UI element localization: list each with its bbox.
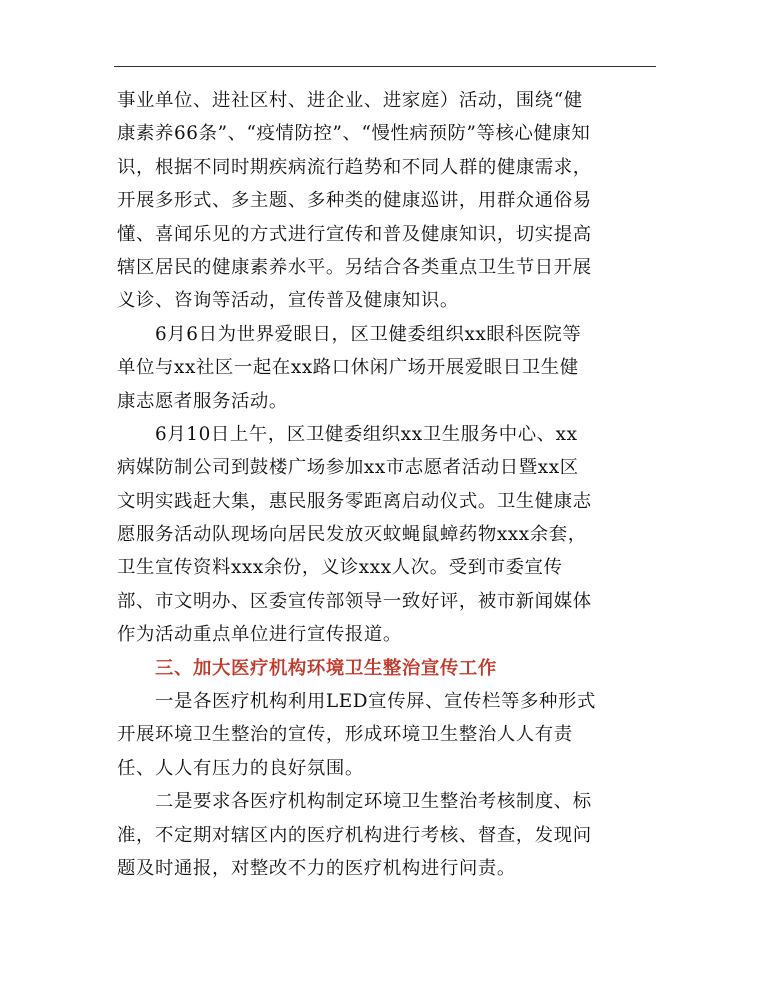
document-body — [117, 84, 657, 885]
text-line: 部、市文明办、区委宣传部领导一致好评，被市新闻媒体 — [117, 590, 592, 612]
paragraph-1 — [117, 84, 657, 318]
text-line: 懂、喜闻乐见的方式进行宣传和普及健康知识，切实提高 — [117, 223, 592, 245]
text-line: 义诊、咨询等活动，宣传普及健康知识。 — [117, 290, 459, 312]
paragraph-5 — [117, 785, 657, 885]
text-line: 康素养66条”、“疫情防控”、“慢性病预防”等核心健康知 — [117, 123, 591, 145]
text-line: 开展多形式、多主题、多种类的健康巡讲，用群众通俗易 — [117, 190, 592, 212]
text-line: 一是各医疗机构利用LED宣传屏、宣传栏等多种形式 — [155, 691, 596, 713]
text-line: 单位与xx社区一起在xx路口休闲广场开展爱眼日卫生健 — [117, 357, 579, 379]
section-heading: 三、加大医疗机构环境卫生整治宣传工作 — [155, 657, 497, 679]
text-line: 6月10日上午，区卫健委组织xx卫生服务中心、xx — [155, 423, 578, 445]
paragraph-4 — [117, 685, 657, 785]
text-line: 辖区居民的健康素养水平。另结合各类重点卫生节日开展 — [117, 256, 592, 278]
text-line: 任、人人有压力的良好氛围。 — [117, 757, 364, 779]
text-line: 病媒防制公司到鼓楼广场参加xx市志愿者活动日暨xx区 — [117, 457, 579, 479]
text-line: 题及时通报，对整改不力的医疗机构进行问责。 — [117, 857, 516, 879]
text-line: 康志愿者服务活动。 — [117, 390, 288, 412]
text-line: 文明实践赶大集，惠民服务零距离启动仪式。卫生健康志 — [117, 490, 592, 512]
text-line: 识，根据不同时期疾病流行趋势和不同人群的健康需求， — [117, 156, 592, 178]
text-line: 作为活动重点单位进行宣传报道。 — [117, 624, 402, 646]
text-line: 二是要求各医疗机构制定环境卫生整治考核制度、标 — [155, 791, 592, 813]
text-line: 开展环境卫生整治的宣传，形成环境卫生整治人人有责 — [117, 724, 573, 746]
text-line: 准，不定期对辖区内的医疗机构进行考核、督查，发现问 — [117, 824, 592, 846]
paragraph-3 — [117, 418, 657, 652]
text-line: 卫生宣传资料xxx余份，义诊xxx人次。受到市委宣传 — [117, 557, 563, 579]
text-line: 愿服务活动队现场向居民发放灭蚊蝇鼠蟑药物xxx余套， — [117, 524, 587, 546]
paragraph-2 — [117, 318, 657, 418]
text-line: 6月6日为世界爱眼日，区卫健委组织xx眼科医院等 — [155, 323, 582, 345]
text-line: 事业单位、进社区村、进企业、进家庭）活动，围绕“健 — [117, 90, 583, 111]
header-rule — [114, 66, 656, 67]
